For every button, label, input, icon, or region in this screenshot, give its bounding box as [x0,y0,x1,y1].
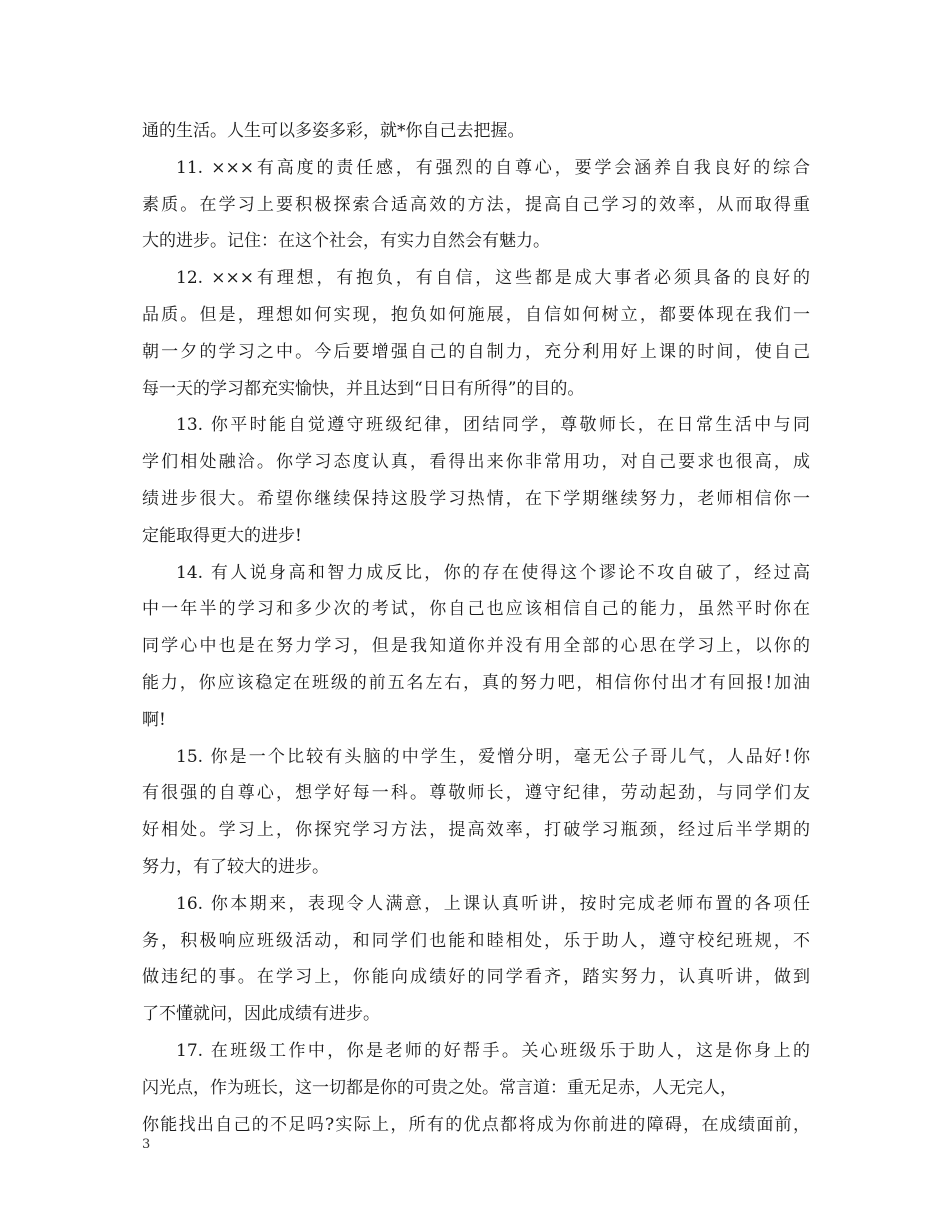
text-line: 定能取得更大的进步! [142,525,302,546]
text-line: 学们相处融洽。你学习态度认真，看得出来你非常用功，对自己要求也很高，成 [142,452,810,473]
text-line: 啊! [142,709,166,730]
text-line: 绩进步很大。希望你继续保持这股学习热情，在下学期继续努力，老师相信你一 [142,488,810,509]
text-line: 品质。但是，理想如何实现，抱负如何施展，自信如何树立，都要体现在我们一 [142,304,810,325]
text-line: 16. 你本期来，表现令人满意，上课认真听讲，按时完成老师布置的各项任 [176,893,810,914]
text-line: 11. ×××有高度的责任感，有强烈的自尊心，要学会涵养自我良好的综合 [176,157,810,178]
text-line: 有很强的自尊心，想学好每一科。尊敬师长，遵守纪律，劳动起劲，与同学们友 [142,783,810,804]
text-line: 朝一夕的学习之中。今后要增强自己的自制力，充分利用好上课的时间，使自己 [142,341,810,362]
text-line: 大的进步。记住：在这个社会，有实力自然会有魅力。 [142,231,550,252]
text-line: 做违纪的事。在学习上，你能向成绩好的同学看齐，踏实努力，认真听讲，做到 [142,967,810,988]
page-number: 3 [142,1137,151,1152]
text-line: 中一年半的学习和多少次的考试，你自己也应该相信自己的能力，虽然平时你在 [142,599,810,620]
text-line: 12. ×××有理想，有抱负，有自信，这些都是成大事者必须具备的良好的 [176,268,810,289]
text-line: 素质。在学习上要积极探索合适高效的方法，提高自己学习的效率，从而取得重 [142,194,810,215]
text-line: 能力，你应该稳定在班级的前五名左右，真的努力吧，相信你付出才有回报!加油 [142,672,810,693]
text-line: 每一天的学习都充实愉快，并且达到“日日有所得”的目的。 [142,378,585,399]
text-line: 13. 你平时能自觉遵守班级纪律，团结同学，尊敬师长，在日常生活中与同 [176,415,810,436]
text-line: 14. 有人说身高和智力成反比，你的存在使得这个谬论不攻自破了，经过高 [176,562,810,583]
text-line: 通的生活。人生可以多姿多彩，就*你自己去把握。 [142,121,525,141]
text-line: 好相处。学习上，你探究学习方法，提高效率，打破学习瓶颈，经过后半学期的 [142,820,810,841]
text-line: 15. 你是一个比较有头脑的中学生，爱憎分明，毫无公子哥儿气，人品好!你 [176,746,810,767]
text-line: 你能找出自己的不足吗?实际上，所有的优点都将成为你前进的障碍，在成绩面前， [142,1114,810,1135]
text-line: 努力，有了较大的进步。 [142,856,329,877]
text-line: 同学心中也是在努力学习，但是我知道你并没有用全部的心思在学习上，以你的 [142,636,810,657]
document-body [142,113,810,1143]
text-line: 闪光点，作为班长，这一切都是你的可贵之处。常言道：重无足赤，人无完人， [142,1077,737,1098]
text-line: 17. 在班级工作中，你是老师的好帮手。关心班级乐于助人，这是你身上的 [176,1040,810,1061]
text-line: 了不懂就问，因此成绩有进步。 [142,1004,380,1025]
text-line: 务，积极响应班级活动，和同学们也能和睦相处，乐于助人，遵守校纪班规，不 [142,930,810,951]
